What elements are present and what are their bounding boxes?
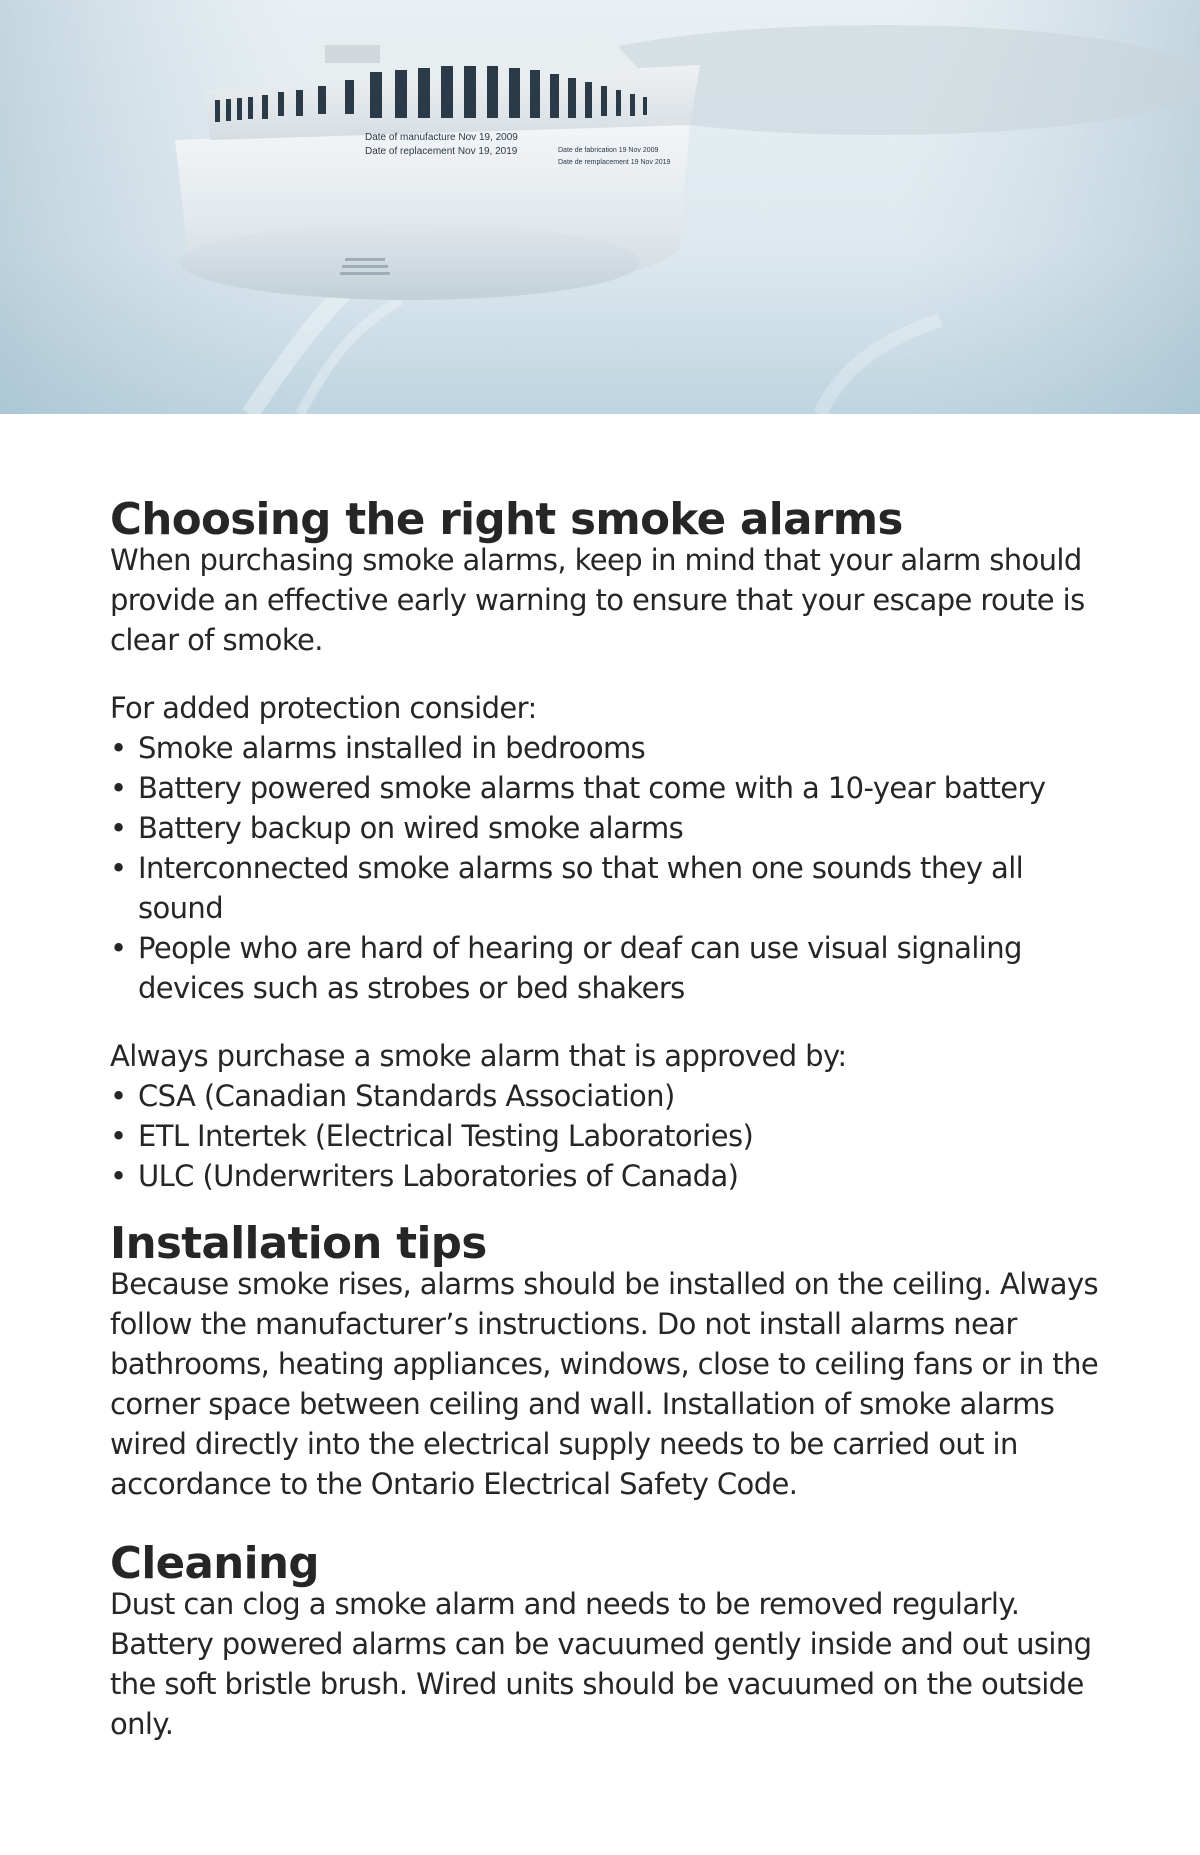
approval-list xyxy=(110,1076,1110,1196)
list-item-text: Battery backup on wired smoke alarms xyxy=(138,811,684,845)
manufacture-date-label: Date of manufacture Nov 19, 2009 xyxy=(365,132,518,143)
bullet-icon: • xyxy=(110,851,127,885)
list-item-text: Smoke alarms installed in bedrooms xyxy=(138,731,646,765)
bullet-icon: • xyxy=(110,771,127,805)
list-item-text: Interconnected smoke alarms so that when one sounds they all sound xyxy=(138,851,1024,925)
replacement-date-label: Date of replacement Nov 19, 2019 xyxy=(365,146,518,157)
list-item xyxy=(110,848,1110,928)
list-item xyxy=(110,1116,1110,1156)
bullet-icon: • xyxy=(110,931,127,965)
list-item-text: People who are hard of hearing or deaf can use visual signaling devices such as strobes or bed shakers xyxy=(138,931,1022,1005)
cleaning-paragraph: Dust can clog a smoke alarm and needs to be removed regularly. Battery powered alarms can be vacuumed gently inside and out using the soft bristle brush. Wired units should be vacuumed on the outside only. xyxy=(110,1587,1092,1741)
list-item-text: CSA (Canadian Standards Association) xyxy=(138,1079,675,1113)
list-item xyxy=(110,1156,1110,1196)
list-item xyxy=(110,1076,1110,1116)
section-heading-installation: Installation tips xyxy=(110,1219,487,1269)
list-item xyxy=(110,808,1110,848)
bullet-icon: • xyxy=(110,1159,127,1193)
bullet-icon: • xyxy=(110,811,127,845)
bullet-icon: • xyxy=(110,1079,127,1113)
bullet-icon: • xyxy=(110,731,127,765)
smoke-alarm-illustration xyxy=(0,0,1200,414)
list-item xyxy=(110,728,1110,768)
article-content xyxy=(110,495,1110,1744)
list-item-text: ETL Intertek (Electrical Testing Laboratories) xyxy=(138,1119,754,1153)
list-item-text: ULC (Underwriters Laboratories of Canada) xyxy=(138,1159,739,1193)
french-manufacture-label: Date de fabrication 19 Nov 2009 xyxy=(558,147,659,154)
bullet-icon: • xyxy=(110,1119,127,1153)
hero-image xyxy=(0,0,1200,414)
protection-list xyxy=(110,728,1110,1008)
list-item xyxy=(110,928,1110,1008)
intro-paragraph: When purchasing smoke alarms, keep in mind that your alarm should provide an effective early warning to ensure that your escape route is clear of smoke. xyxy=(110,543,1085,657)
list-item xyxy=(110,768,1110,808)
installation-paragraph: Because smoke rises, alarms should be installed on the ceiling. Always follow the manufacturer’s instructions. Do not install alarms near bathrooms, heating appliances, windows, close to ceiling fans or in the corner space between ceiling and wall. Installation of smoke alarms wired directly into the electrical supply needs to be carried out in accordance to the Ontario Electrical Safety Code. xyxy=(110,1267,1099,1501)
section-heading-choosing: Choosing the right smoke alarms xyxy=(110,495,903,545)
list-item-text: Battery powered smoke alarms that come with a 10-year battery xyxy=(138,771,1046,805)
section-heading-cleaning: Cleaning xyxy=(110,1539,319,1589)
protection-lead: For added protection consider: xyxy=(110,691,537,725)
approval-lead: Always purchase a smoke alarm that is approved by: xyxy=(110,1039,847,1073)
french-replacement-label: Date de remplacement 19 Nov 2019 xyxy=(558,159,671,166)
